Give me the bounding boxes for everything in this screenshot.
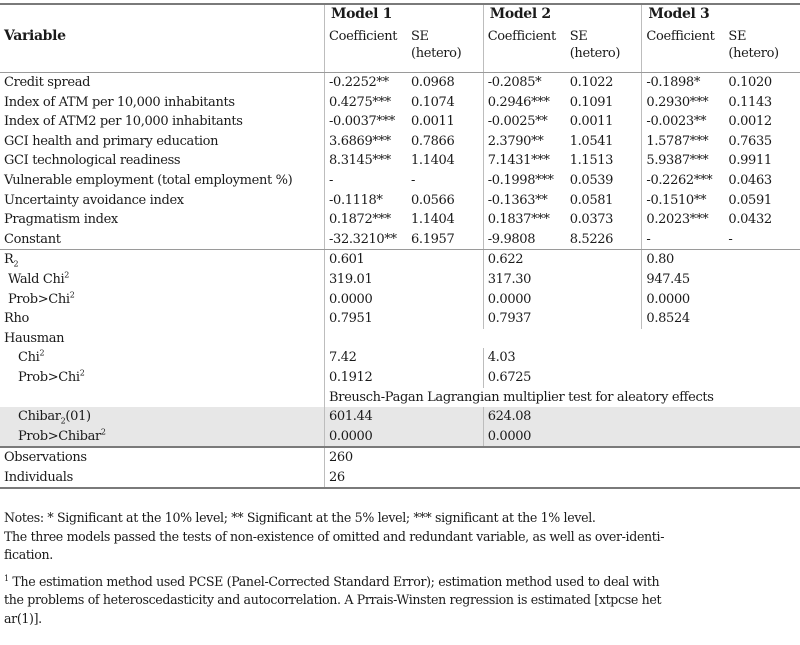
table-row: Index of ATM per 10,000 inhabitants 0.4275*** 0.1074 0.2946*** 0.1091 0.2930*** 0.1143 [0,93,800,113]
se-header: SE (hetero) [407,28,483,73]
coef-header: Coefficient [483,28,566,73]
table-row: GCI technological readiness 8.3145*** 1.1404 7.1431*** 1.1513 5.9387*** 0.9911 [0,151,800,171]
hausman-chi-row: Chi$^2$ 7.42 4.03 [0,348,800,368]
table-row: Index of ATM2 per 10,000 inhabitants -0.0037*** 0.0011 -0.0025** 0.0011 -0.0023** 0.0012 [0,112,800,132]
bp-test-title: Breusch-Pagan Lagrangian multiplier test for aleatory effects [325,388,800,408]
se-header: SE (hetero) [566,28,642,73]
models-note: The three models passed the tests of non-existence of omitted and redundant variable, as well as over-identi- fication. [4,528,665,562]
table-row: Uncertainty avoidance index -0.1118* 0.0566 -0.1363** 0.0581 -0.1510** 0.0591 [0,191,800,211]
table-row: Vulnerable employment (total employment %) - - -0.1998*** 0.0539 -0.2262*** 0.0463 [0,171,800,191]
prob-chi-row: Prob>Chi$^2$ 0.0000 0.0000 0.0000 [0,290,800,310]
table-notes [4,509,794,628]
se-header: SE (hetero) [724,28,800,73]
model-header-row [0,4,800,28]
significance-note: Notes: * Significant at the 10% level; ** Significant at the 5% level; *** significant at the 1% level. [4,510,596,525]
coef-header: Coefficient [642,28,725,73]
results-table [0,3,800,489]
table-row: Credit spread -0.2252** 0.0968 -0.2085* 0.1022 -0.1898* 0.1020 [0,73,800,93]
table-row: Pragmatism index 0.1872*** 1.1404 0.1837*** 0.0373 0.2023*** 0.0432 [0,210,800,230]
model-1-header: Model 1 [325,4,484,28]
table-row: Constant -32.3210** 6.1957 -9.9808 8.5226 - - [0,230,800,250]
individuals-row: Individuals 26 [0,468,800,489]
r2-row: $R_2$ 0.601 0.622 0.80 [0,250,800,270]
model-3-header: Model 3 [642,4,800,28]
coef-header: Coefficient [325,28,408,73]
chibar-row: Chibar$_2$(01) 601.44 624.08 [0,407,800,427]
column-header-row [0,28,800,73]
rho-row: Rho 0.7951 0.7937 0.8524 [0,309,800,329]
hausman-prob-row: Prob>Chi$^2$ 0.1912 0.6725 [0,368,800,388]
variable-header: Variable [0,28,325,73]
table-row: GCI health and primary education 3.6869*** 0.7866 2.3790** 1.0541 1.5787*** 0.7635 [0,132,800,152]
bp-test-row [0,388,800,408]
model-2-header: Model 2 [483,4,642,28]
footnote: $^1$ The estimation method used PCSE (Panel-Corrected Standard Error); estimation method used to deal with the problems of heteroscedasticity and autocorrelation. A Prrais-Winsten regression is estimated [xtpcse het ar(1)]. [4,573,662,626]
prob-chibar-row: Prob>Chibar$^2$ 0.0000 0.0000 [0,427,800,448]
hausman-row: Hausman [0,329,800,349]
observations-row: Observations 260 [0,447,800,468]
wald-row: Wald Chi$^2$ 319.01 317.30 947.45 [0,270,800,290]
